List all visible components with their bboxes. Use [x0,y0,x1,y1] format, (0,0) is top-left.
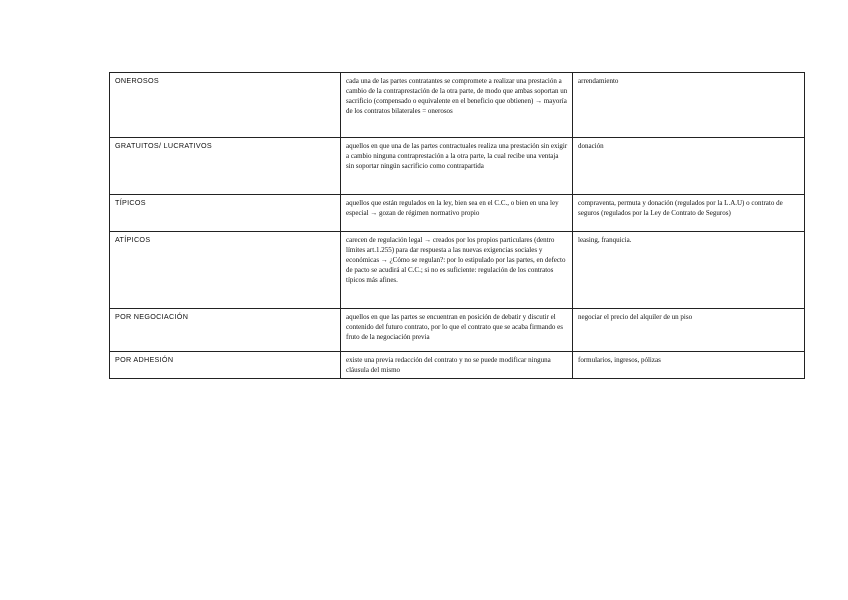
table-row [110,232,805,309]
contract-description: aquellos en que las partes se encuentran en posición de debatir y discutir el contenido del futuro contrato, por lo que el contrato que se acaba firmando es fruto de la negociación previa [346,313,563,341]
contract-description: aquellos en que una de las partes contractuales realiza una prestación sin exigir a cambio ninguna contraprestación a la otra parte, la cual recibe una ventaja sin soportar ningún sacrificio como contrapartida [346,142,568,170]
description-cell [341,309,573,352]
type-cell [110,309,341,352]
contract-type: TÍPICOS [115,198,146,207]
contract-type: POR NEGOCIACIÓN [115,312,189,321]
description-cell [341,352,573,379]
contract-description: existe una previa redacción del contrato y no se puede modificar ninguna cláusula del mismo [346,356,551,374]
contract-example: negociar el precio del alquiler de un piso [578,313,693,321]
contract-description: aquellos que están regulados en la ley, bien sea en el C.C., o bien en una ley especial → gozan de régimen normativo propio [346,199,559,217]
description-cell [341,73,573,138]
contract-example: leasing, franquicia. [578,236,632,244]
contract-description: cada una de las partes contratantes se compromete a realizar una prestación a cambio de la contraprestación de la otra parte, de modo que ambas soportan un sacrificio (compensado o equivalente en el beneficio que obtienen) → mayoría de los contratos bilaterales = onerosos [346,77,568,115]
type-cell [110,195,341,232]
table-row [110,138,805,195]
table-row [110,195,805,232]
table-row [110,73,805,138]
contract-description: carecen de regulación legal → creados por los propios particulares (dentro límites art.1.255) para dar respuesta a las nuevas exigencias sociales y económicas → ¿Cómo se regulan?: por lo estipulado por las partes, en defecto de pacto se acudirá al C.C.; si no es suficiente: regulación de los contratos típicos más afines. [346,236,566,284]
description-cell [341,195,573,232]
example-cell [573,138,805,195]
type-cell [110,232,341,309]
table-row [110,309,805,352]
contract-type: ATÍPICOS [115,235,151,244]
contract-example: formularios, ingresos, pólizas [578,356,661,364]
example-cell [573,73,805,138]
contract-type: POR ADHESIÓN [115,355,174,364]
type-cell [110,73,341,138]
description-cell [341,232,573,309]
contract-type: GRATUITOS/ LUCRATIVOS [115,141,212,150]
example-cell [573,232,805,309]
example-cell [573,309,805,352]
table-row [110,352,805,379]
contract-type: ONEROSOS [115,76,159,85]
type-cell [110,138,341,195]
description-cell [341,138,573,195]
example-cell [573,352,805,379]
type-cell [110,352,341,379]
example-cell [573,195,805,232]
contract-example: arrendamiento [578,77,619,85]
contract-example: compraventa, permuta y donación (regulados por la L.A.U) o contrato de seguros (regulados por la Ley de Contrato de Seguros) [578,199,783,217]
contract-example: donación [578,142,604,150]
contract-types-table [109,72,805,379]
